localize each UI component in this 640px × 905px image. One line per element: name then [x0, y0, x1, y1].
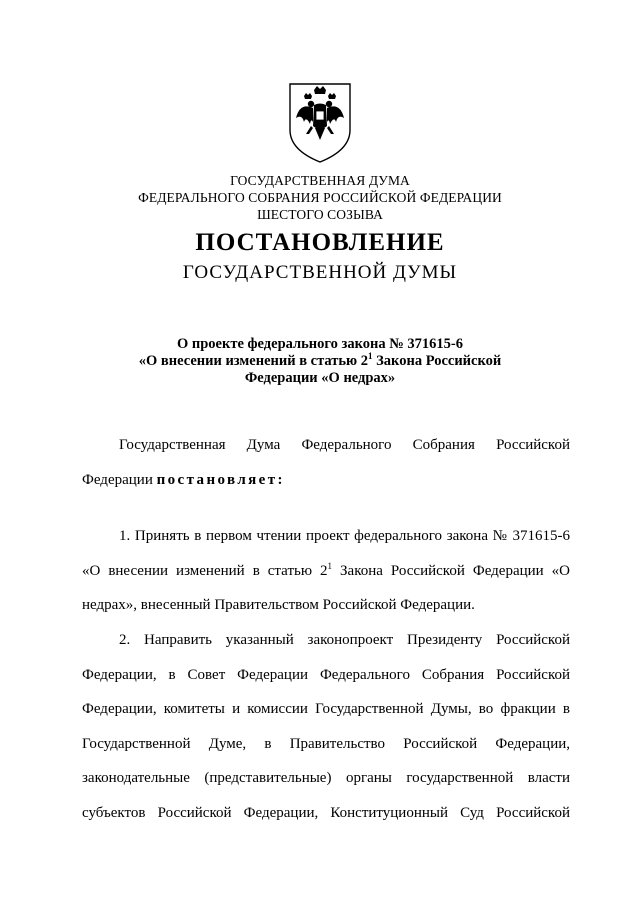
caption-line-2 [0, 353, 640, 370]
org-line-2: ФЕДЕРАЛЬНОГО СОБРАНИЯ РОССИЙСКОЙ ФЕДЕРАЦИИ [138, 190, 502, 205]
caption-line-3: Федерации «О недрах» [244, 370, 396, 386]
coat-of-arms-icon [284, 78, 356, 164]
preamble-resolves: постановляет: [156, 471, 285, 488]
preamble-text: Государственная Дума Федерального Собрания Российской Федерации [82, 437, 570, 488]
caption-line-1: О проекте федерального закона № 371615-6 [176, 336, 464, 352]
preamble [82, 428, 570, 497]
item-1-superscript: 1 [327, 560, 333, 571]
item-2-text: 2. Направить указанный законопроект Президенту Российской Федерации, в Совет Федерации Федерального Собрания Российской Федерации, комитеты и комиссии Государственной Думы, во фракции в Государственной Думе, в Правительство Российской Федерации, законодательные (представительные) органы государственной власти субъектов Российской Федерации, Конституционный Суд Российской [82, 632, 570, 821]
document-subtitle: ГОСУДАРСТВЕННОЙ ДУМЫ [182, 262, 458, 283]
caption-line-2-pre: «О внесении изменений в статью 2 [138, 353, 369, 369]
item-2 [82, 623, 570, 830]
org-line-3: ШЕСТОГО СОЗЫВА [257, 207, 383, 222]
org-line-1: ГОСУДАРСТВЕННАЯ ДУМА [230, 173, 410, 188]
caption-superscript: 1 [368, 351, 373, 362]
caption-line-2-post: Закона Российской [372, 353, 502, 369]
item-1-text-post: Закона Российской Федерации «О недрах», внесенный Правительством Российской Федерации. [82, 562, 571, 613]
item-1-text-pre: 1. Принять в первом чтении проект федерального закона № 371615-6 «О внесении изменений в статью 2 [82, 528, 570, 579]
item-1 [82, 519, 570, 623]
document-title: ПОСТАНОВЛЕНИЕ [195, 229, 445, 256]
